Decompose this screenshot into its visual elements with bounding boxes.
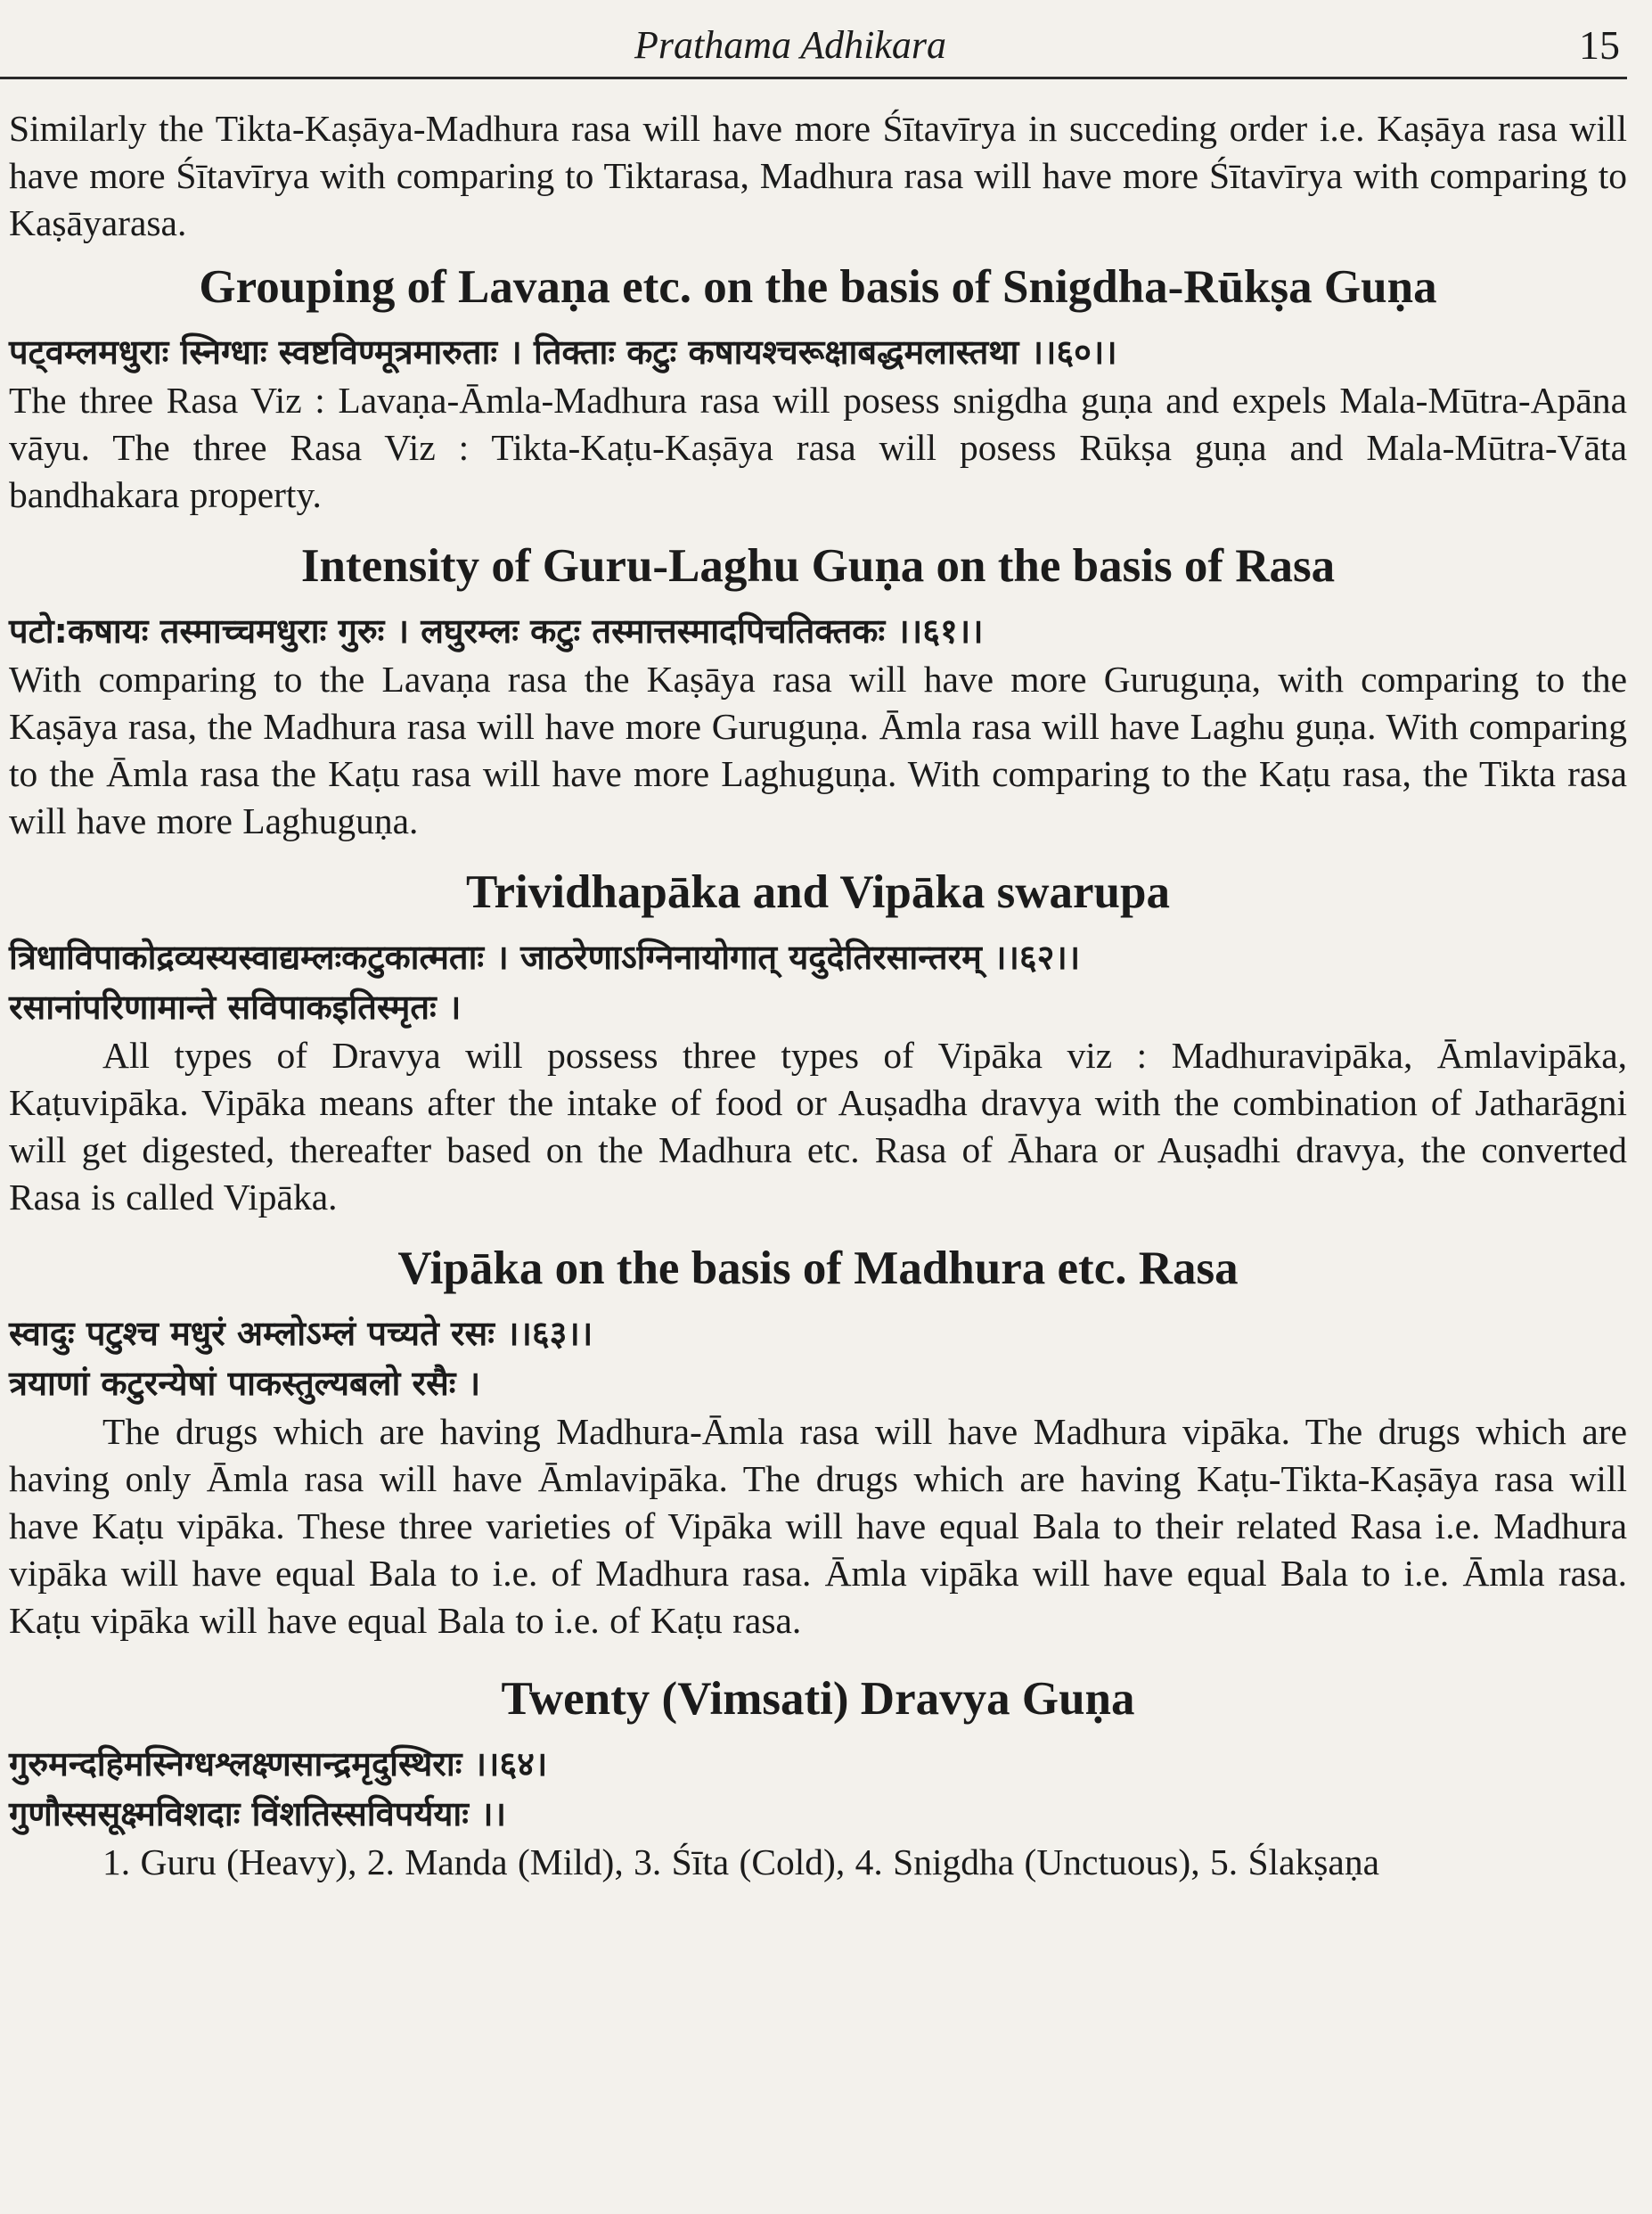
sanskrit-verse-61: पटो:कषायः तस्माच्चमधुराः गुरुः । लघुरम्लः कटुः तस्मात्तस्मादपिचतिक्तकः ।।६१।। bbox=[9, 611, 984, 651]
running-header bbox=[0, 18, 1627, 79]
paragraph-guru-laghu: With comparing to the Lavaṇa rasa the Kaṣāya rasa will have more Guruguṇa, with comparing to the Kaṣāya rasa, the Madhura rasa will have more Guruguṇa. Āmla rasa will have Laghu guṇa. With comparing to the Āmla rasa the Kaṭu rasa will have more Laghuguṇa. With comparing to the Kaṭu rasa, the Tikta rasa will have more Laghuguṇa. bbox=[9, 659, 1627, 841]
sanskrit-verse-63-line1: स्वादुः पटुश्च मधुरं अम्लोऽम्लं पच्यते रसः ।।६३।। bbox=[9, 1314, 593, 1353]
sanskrit-verse-64-line1: गुरुमन्दहिमस्निग्धश्लक्ष्णसान्द्रमृदुस्थिराः ।।६४। bbox=[9, 1744, 548, 1784]
paragraph-trividhapaka: All types of Dravya will possess three types of Vipāka viz : Madhuravipāka, Āmlavipāka, Kaṭuvipāka. Vipāka means after the intake of food or Auṣadha dravya with the combination of Jatharāgni will get digested, thereafter based on the Madhura etc. Rasa of Āhara or Auṣadhi dravya, the converted Rasa is called Vipāka. bbox=[9, 1035, 1627, 1218]
section-heading-vimsati-guna: Twenty (Vimsati) Dravya Guṇa bbox=[501, 1673, 1135, 1725]
section-heading-guru-laghu: Intensity of Guru-Laghu Guṇa on the basis of Rasa bbox=[300, 540, 1336, 592]
intro-paragraph: Similarly the Tikta-Kaṣāya-Madhura rasa will have more Śītavīrya in succeding order i.e. Kaṣāya rasa will have more Śītavīrya with comparing to Tiktarasa, Madhura rasa will have more Śītavīrya with comparing to Kaṣāyarasa. bbox=[9, 108, 1627, 243]
sanskrit-verse-62-line1: त्रिधाविपाकोद्रव्यस्यस्वाद्यम्लःकटुकात्मताः । जाठरेणाऽग्निनायोगात् यदुदेतिरसान्तरम् ।।६२।। bbox=[9, 938, 1081, 977]
page-content bbox=[9, 105, 1627, 1886]
sanskrit-verse-62-line2: रसानांपरिणामान्ते सविपाकइतिस्मृतः । bbox=[9, 988, 462, 1027]
sanskrit-verse-60: पट्वम्लमधुराः स्निग्धाः स्वष्टविण्मूत्रमारुताः । तिक्ताः कटुः कषायश्चरूक्षाबद्धमलास्तथा ।।६०।। bbox=[9, 332, 1117, 372]
section-heading-trividhapaka: Trividhapāka and Vipāka swarupa bbox=[466, 866, 1170, 918]
paragraph-vipaka-rasa: The drugs which are having Madhura-Āmla rasa will have Madhura vipāka. The drugs which are having only Āmla rasa will have Āmlavipāka. The drugs which are having Kaṭu-Tikta-Kaṣāya rasa will have Kaṭu vipāka. These three varieties of Vipāka will have equal Bala to their related Rasa i.e. Madhura vipāka will have equal Bala to i.e. of Madhura rasa. Āmla vipāka will have equal Bala to i.e. Āmla rasa. Kaṭu vipāka will have equal Bala to i.e. of Kaṭu rasa. bbox=[9, 1411, 1627, 1641]
paragraph-snigdha-ruksa: The three Rasa Viz : Lavaṇa-Āmla-Madhura rasa will posess snigdha guṇa and expels Mala-Mūtra-Apāna vāyu. The three Rasa Viz : Tikta-Kaṭu-Kaṣāya rasa will posess Rūkṣa guṇa and Mala-Mūtra-Vāta bandhakara property. bbox=[9, 380, 1627, 515]
section-heading-vipaka-rasa: Vipāka on the basis of Madhura etc. Rasa bbox=[397, 1242, 1239, 1294]
sanskrit-verse-63-line2: त्रयाणां कटुरन्येषां पाकस्तुल्यबलो रसैः । bbox=[9, 1364, 481, 1403]
paragraph-vimsati-guna: 1. Guru (Heavy), 2. Manda (Mild), 3. Śīta (Cold), 4. Snigdha (Unctuous), 5. Ślakṣaṇa bbox=[102, 1841, 1379, 1882]
page-number: 15 bbox=[1579, 22, 1620, 68]
running-title: Prathama Adhikara bbox=[634, 23, 946, 67]
section-heading-snigdha-ruksa: Grouping of Lavaṇa etc. on the basis of Snigdha-Rūkṣa Guṇa bbox=[199, 261, 1437, 313]
sanskrit-verse-64-line2: गुणौस्ससूक्ष्मविशदाः विंशतिस्सविपर्ययाः ।। bbox=[9, 1794, 506, 1833]
